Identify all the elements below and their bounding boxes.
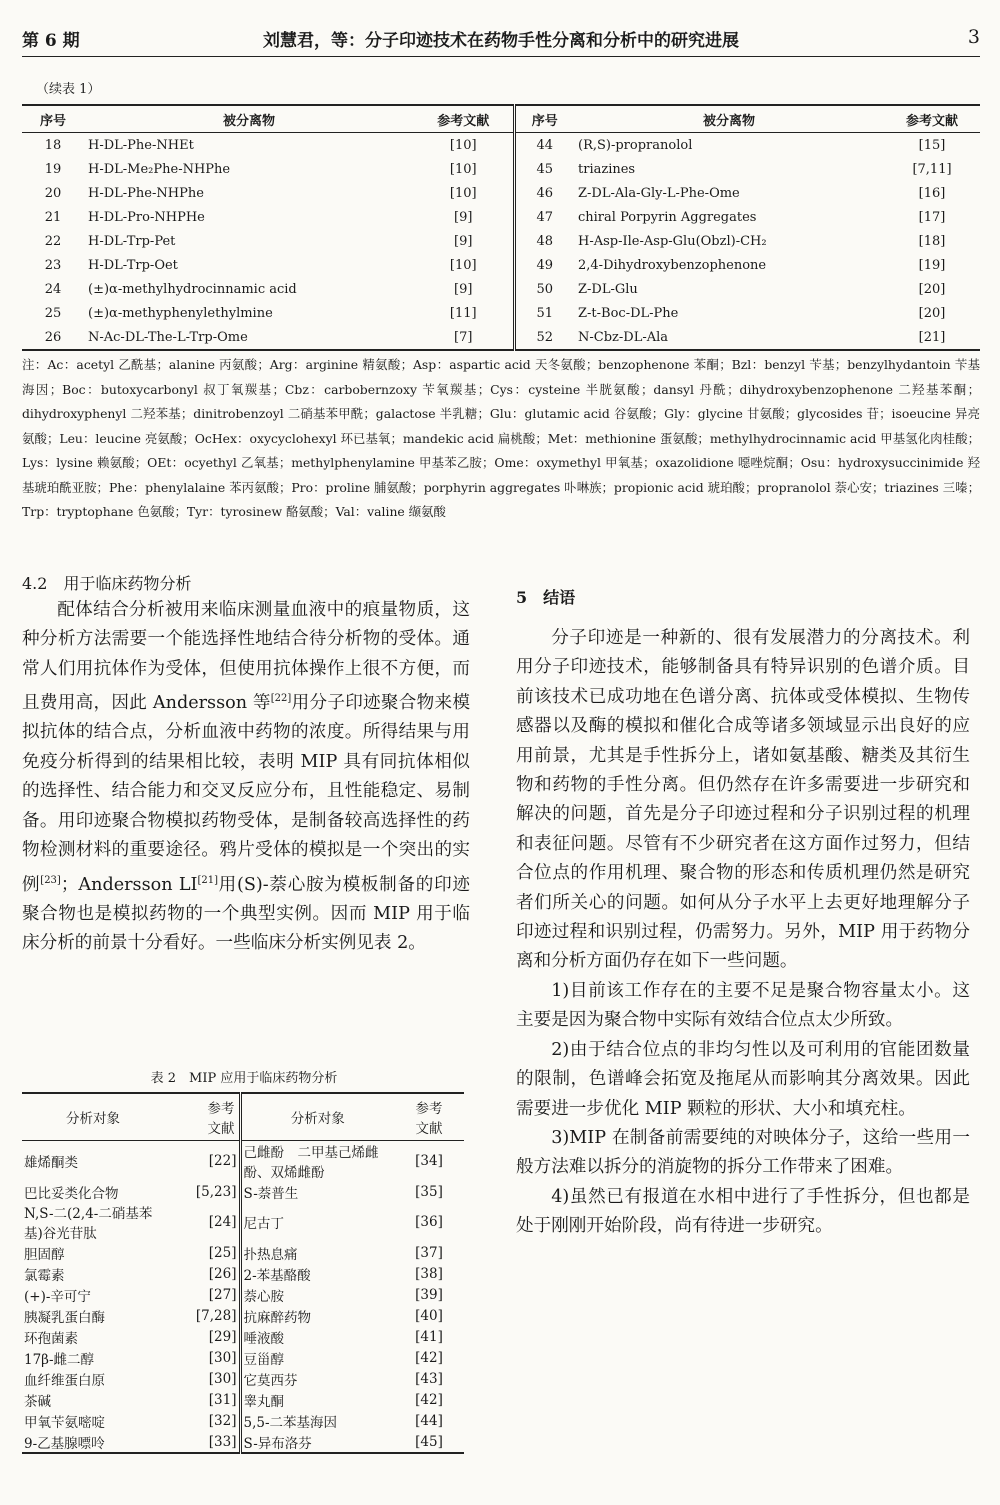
table2-header-object: 分析对象 xyxy=(22,1093,164,1141)
table2-cell: [43] xyxy=(415,1370,443,1387)
table1-cell: 22 xyxy=(44,233,62,249)
table2-caption: 表 2 MIP 应用于临床药物分析 xyxy=(150,1071,338,1086)
table2-cell: N,S-二(2,4-二硝基苯基)谷光苷肽 xyxy=(24,1206,153,1242)
table1-cell: 21 xyxy=(44,209,62,225)
table1-cell: [10] xyxy=(449,161,477,177)
table2-header-ref-line2: 文献 xyxy=(415,1121,443,1137)
table1-cell: (±)α-methyphenylethylmine xyxy=(88,305,273,321)
table1-cell: 45 xyxy=(514,157,574,181)
table2-row xyxy=(22,1141,464,1182)
table1-cell: Z-t-Boc-DL-Phe xyxy=(578,305,679,321)
table1-cell: 52 xyxy=(514,325,574,350)
table2-cell: [31] xyxy=(208,1391,237,1408)
table1-cell: [10] xyxy=(449,137,477,153)
table1-row xyxy=(22,133,980,158)
table2-cell: 己雌酚 二甲基己烯雌酚、双烯雌酚 xyxy=(240,1141,394,1182)
table2-row xyxy=(22,1410,464,1431)
table1-cell: H-DL-Pro-NHPHe xyxy=(88,209,205,225)
section-4-2-body xyxy=(22,596,470,959)
table2-cell: 扑热息痛 xyxy=(240,1242,394,1263)
table2-row xyxy=(22,1389,464,1410)
table2-header-ref-line1: 参考 xyxy=(415,1101,443,1117)
table2-cell: 环孢菌素 xyxy=(24,1330,78,1347)
table2-cell: [22] xyxy=(208,1153,237,1169)
table1-cell: triazines xyxy=(578,161,636,177)
running-title: 刘慧君，等：分子印迹技术在药物手性分离和分析中的研究进展 xyxy=(263,31,739,51)
table2-cell: [40] xyxy=(415,1307,443,1324)
table2-cell: [37] xyxy=(415,1244,443,1261)
table1-header-cell: 被分离物 xyxy=(574,105,884,133)
citation: [21] xyxy=(197,874,218,886)
table1-cell: 20 xyxy=(44,185,62,201)
table2-row xyxy=(22,1305,464,1326)
table1-cell: 48 xyxy=(514,229,574,253)
table1-cell: [15] xyxy=(918,137,946,153)
table2-cell: 2-苯基酪酸 xyxy=(240,1263,394,1284)
table2-cell: 萘心胺 xyxy=(240,1284,394,1305)
table2-cell: [36] xyxy=(415,1214,443,1230)
table2-row xyxy=(22,1263,464,1284)
section-5-paragraph: 分子印迹是一种新的、很有发展潜力的分离技术。利用分子印迹技术，能够制备具有特异识别的色谱介质。目前该技术已成功地在色谱分离、抗体或受体模拟、生物传感器以及酶的模拟和催化合成等诸多领域显示出良好的应用前景，尤其是手性拆分上，诸如氨基酸、糖类及其衍生物和药物的手性分离。但仍然存在许多需要进一步研究和解决的问题，首先是分子印迹过程和分子识别过程的机理和表征问题。尽管有不少研究者在这方面作过努力，但结合位点的作用机理、聚合物的形态和传质机理仍然是研究者们所关心的问题。如何从分子水平上去更好地理解分子印迹过程和识别过程，仍需努力。另外，MIP 用于药物分离和分析方面仍存在如下一些问题。 xyxy=(516,628,970,972)
table1-cell: 26 xyxy=(22,325,84,350)
table2-cell: 巴比妥类化合物 xyxy=(24,1185,119,1202)
text-run: 配体结合分析被用来临床测量血液中的痕量物质，这种分析方法需要一个能选择性地结合待分析物的受体。通常人们用抗体作为受体，但使用抗体操作上很不方便，而且费用高，因此 Andersson 等 xyxy=(22,600,470,714)
table2-cell: [30] xyxy=(208,1349,237,1366)
table2-cell: [33] xyxy=(164,1431,240,1453)
table2-row xyxy=(22,1347,464,1368)
table2-cell: [32] xyxy=(208,1412,237,1429)
text-run: 用分子印迹聚合物来模拟抗体的结合点，分析血液中药物的浓度。所得结果与用免疫分析得到的结果相比较，表明 MIP 具有同抗体相似的选择性、结合能力和交叉反应分布，且性能稳定、易制备。用印迹聚合物模拟药物受体，是制备较高选择性的药物检测材料的重要途径。鸦片受体的模拟是一个突出的实例 xyxy=(22,693,470,895)
table1-header-cell: 参考文献 xyxy=(884,105,980,133)
table1-header-row xyxy=(22,105,980,133)
table2-cell: [27] xyxy=(208,1286,237,1303)
table1-row xyxy=(22,301,980,325)
table2-cell: [45] xyxy=(394,1431,464,1453)
table2-cell: [38] xyxy=(415,1265,443,1282)
table2-cell: [30] xyxy=(208,1370,237,1387)
table2-cell: S-异布洛芬 xyxy=(240,1431,394,1453)
table2-header-ref-line2: 文献 xyxy=(207,1121,235,1137)
table1-cell: 23 xyxy=(44,257,62,273)
table1-cell: [7,11] xyxy=(912,161,952,177)
table1-cell: [9] xyxy=(454,281,473,297)
table1-cell: Z-DL-Glu xyxy=(578,281,638,297)
table1-cell: 19 xyxy=(44,161,62,177)
table2-cell: 它莫西芬 xyxy=(240,1368,394,1389)
table2-row xyxy=(22,1202,464,1242)
table1-cell: chiral Porpyrin Aggregates xyxy=(578,209,757,225)
table2-cell: 胆固醇 xyxy=(24,1246,65,1263)
table1-cell: H-DL-Me₂Phe-NHPhe xyxy=(88,161,231,177)
table2-cell: 唾液酸 xyxy=(240,1326,394,1347)
table1-cell: [10] xyxy=(449,185,477,201)
table1-row xyxy=(22,205,980,229)
issue-number: 第 6 期 xyxy=(22,31,80,51)
section-5-paragraph: 3)MIP 在制备前需要纯的对映体分子，这给一些用一般方法难以拆分的消旋物的拆分工作带来了困难。 xyxy=(516,1127,970,1178)
table1-cell: N-Cbz-DL-Ala xyxy=(574,325,884,350)
table2-cell: 17β-雌二醇 xyxy=(24,1351,95,1368)
table1-cell: [11] xyxy=(449,305,477,321)
table1 xyxy=(22,104,980,351)
table2-cell: 5,5-二苯基海因 xyxy=(240,1410,394,1431)
table2-cell: [42] xyxy=(415,1391,443,1408)
citation: [22] xyxy=(270,693,292,705)
table1-row xyxy=(22,253,980,277)
table2-cell: 尼古丁 xyxy=(240,1202,394,1242)
table2-cell: [25] xyxy=(208,1244,237,1261)
table1-cell: 49 xyxy=(514,253,574,277)
table1-cell: 50 xyxy=(514,277,574,301)
table1-cell: 18 xyxy=(44,137,62,153)
table2-cell: 睾丸酮 xyxy=(240,1389,394,1410)
table2-cell: [44] xyxy=(415,1412,443,1429)
table1-cell: H-DL-Phe-NHPhe xyxy=(88,185,204,201)
table2-cell: 氯霉素 xyxy=(24,1267,65,1284)
table2-cell: (+)-辛可宁 xyxy=(24,1288,91,1305)
table2-cell: [26] xyxy=(208,1265,237,1282)
table1-cell: Z-DL-Ala-Gly-L-Phe-Ome xyxy=(578,185,740,201)
table1-cell: 51 xyxy=(514,301,574,325)
table1-cell: [16] xyxy=(918,185,946,201)
table2-header-ref-2 xyxy=(394,1093,464,1141)
table2-cell: 甲氧苄氨嘧啶 xyxy=(24,1414,105,1431)
table1-cell: H-DL-Trp-Pet xyxy=(88,233,176,249)
table2-cell: [24] xyxy=(208,1214,237,1230)
text-run: 用(S)-萘心胺为模板制备的印迹聚合物也是模拟药物的一个典型实例。因而 MIP 用于临床分析的前景十分看好。一些临床分析实例见表 2。 xyxy=(22,874,470,954)
table2-cell: 胰凝乳蛋白酶 xyxy=(24,1309,105,1326)
table1-cell: 25 xyxy=(44,305,62,321)
table2-cell: 豆甾醇 xyxy=(240,1347,394,1368)
table2-header-object-2: 分析对象 xyxy=(240,1093,394,1141)
table1-cell: [21] xyxy=(884,325,980,350)
table1-note: 注：Ac：acetyl 乙酰基；alanine 丙氨酸；Arg：arginine 精氨酸；Asp：aspartic acid 天冬氨酸；benzophenone 苯酮；Bzl：benzyl 苄基；benzylhydantoin 苄基海因；Boc：butoxycarbonyl 叔丁氧羰基；Cbz：carbobernzoxy 苄氧羰基；Cys：cysteine 半胱氨酸；dansyl 丹酰；dihydroxybenzophenone 二羟基苯酮；dihydroxyphenyl 二羟苯基；dinitrobenzoyl 二硝基苯甲酰；galactose 半乳糖；Glu：glutamic acid 谷氨酸；Gly：glycine 甘氨酸；glycosides 苷；isoeucine 异亮氨酸；Leu：leucine 亮氨酸；OcHex：oxycyclohexyl 环已基氧；mandekic acid 扁桃酸；Met：methionine 蛋氨酸；methylhydrocinnamic acid 甲基氢化肉桂酸；Lys：lysine 赖氨酸；OEt：ocyethyl 乙氧基；methylphenylamine 甲基苯乙胺；Ome：oxymethyl 甲氧基；oxazolidione 噁唑烷酮；Osu：hydroxysuccinimide 羟基琥珀酰亚胺；Phe：phenylalaine 苯丙氨酸；Pro：proline 脯氨酸；porphyrin aggregates 卟啉族；propionic acid 琥珀酸；propranolol 萘心安；triazines 三嗪；Trp：tryptophane 色氨酸；Tyr：tyrosinew 酪氨酸；Val：valine 缬氨酸 xyxy=(22,357,980,519)
header-rule xyxy=(22,56,980,57)
table1-cell: [20] xyxy=(918,281,946,297)
table2-row xyxy=(22,1431,464,1453)
table1-row xyxy=(22,277,980,301)
table2-cell: [42] xyxy=(415,1349,443,1366)
table2-cell: 雄烯酮类 xyxy=(24,1155,78,1171)
table1-cell: [7] xyxy=(414,325,514,350)
section-5-paragraph: 4)虽然已有报道在水相中进行了手性拆分，但也都是处于刚刚开始阶段，尚有待进一步研究。 xyxy=(516,1186,970,1237)
table2-cell: 茶碱 xyxy=(24,1393,51,1410)
table1-cell: [10] xyxy=(449,257,477,273)
section-4-2-paragraph xyxy=(22,596,470,959)
table2-cell: 9-乙基腺嘌呤 xyxy=(22,1431,164,1453)
table1-header-cell: 参考文献 xyxy=(414,105,514,133)
section-5-body xyxy=(516,624,970,1242)
table1-cell: H-DL-Trp-Oet xyxy=(88,257,178,273)
table1-cell: [20] xyxy=(918,305,946,321)
table2-cell: S-萘普生 xyxy=(240,1181,394,1202)
table2-cell: [39] xyxy=(415,1286,443,1303)
table2-cell: 血纤维蛋白原 xyxy=(24,1372,105,1389)
table1-header-cell: 序号 xyxy=(22,105,84,133)
text-run: ；Andersson LI xyxy=(60,874,198,895)
table1-row xyxy=(22,181,980,205)
table1-row xyxy=(22,325,980,350)
table2 xyxy=(22,1092,464,1454)
table2-cell: [34] xyxy=(415,1153,443,1169)
table1-cell: [9] xyxy=(454,233,473,249)
table2-row xyxy=(22,1368,464,1389)
citation: [23] xyxy=(40,874,61,886)
table1-cell: 2,4-Dihydroxybenzophenone xyxy=(578,257,767,273)
table1-cell: N-Ac-DL-The-L-Trp-Ome xyxy=(84,325,414,350)
table2-row xyxy=(22,1242,464,1263)
table1-cell: 24 xyxy=(44,281,62,297)
table1-cell: (R,S)-propranolol xyxy=(578,137,693,153)
table1-header-cell: 被分离物 xyxy=(84,105,414,133)
table1-cell: [17] xyxy=(918,209,946,225)
table2-row xyxy=(22,1181,464,1202)
table1-cell: [19] xyxy=(918,257,946,273)
table1-cell: [9] xyxy=(454,209,473,225)
table1-cell: H-DL-Phe-NHEt xyxy=(88,137,194,153)
table2-row xyxy=(22,1326,464,1347)
table1-header-cell: 序号 xyxy=(514,105,574,133)
table1-continued-label: （续表 1） xyxy=(36,82,101,97)
table1-cell: 46 xyxy=(514,181,574,205)
table1-cell: 44 xyxy=(514,133,574,158)
table1-row xyxy=(22,157,980,181)
table1-row xyxy=(22,229,980,253)
section-5-heading: 5 结语 xyxy=(516,588,576,607)
table2-cell: [5,23] xyxy=(195,1183,237,1200)
table2-header-ref-line1: 参考 xyxy=(207,1101,235,1117)
table2-header-ref xyxy=(164,1093,240,1141)
table1-cell: [18] xyxy=(918,233,946,249)
section-5-paragraph: 2)由于结合位点的非均匀性以及可利用的官能团数量的限制，色谱峰会拓宽及拖尾从而影响其分离效果。因此需要进一步优化 MIP 颗粒的形状、大小和填充柱。 xyxy=(516,1039,970,1119)
table2-cell: [29] xyxy=(208,1328,237,1345)
table2-header-row xyxy=(22,1093,464,1141)
table1-cell: H-Asp-Ile-Asp-Glu(Obzl)-CH₂ xyxy=(578,233,767,249)
table2-cell: [35] xyxy=(415,1183,443,1200)
table2-cell: 抗麻醉药物 xyxy=(240,1305,394,1326)
section-5-paragraph: 1)目前该工作存在的主要不足是聚合物容量太小。这主要是因为聚合物中实际有效结合位点太少所致。 xyxy=(516,980,970,1031)
section-4-2-heading: 4.2 用于临床药物分析 xyxy=(22,574,192,593)
table2-cell: [41] xyxy=(415,1328,443,1345)
table2-row xyxy=(22,1284,464,1305)
table2-cell: [7,28] xyxy=(195,1307,237,1324)
page-number: 3 xyxy=(967,26,980,48)
table1-cell: 47 xyxy=(514,205,574,229)
table1-cell: (±)α-methylhydrocinnamic acid xyxy=(88,281,297,297)
page-header xyxy=(22,26,980,52)
